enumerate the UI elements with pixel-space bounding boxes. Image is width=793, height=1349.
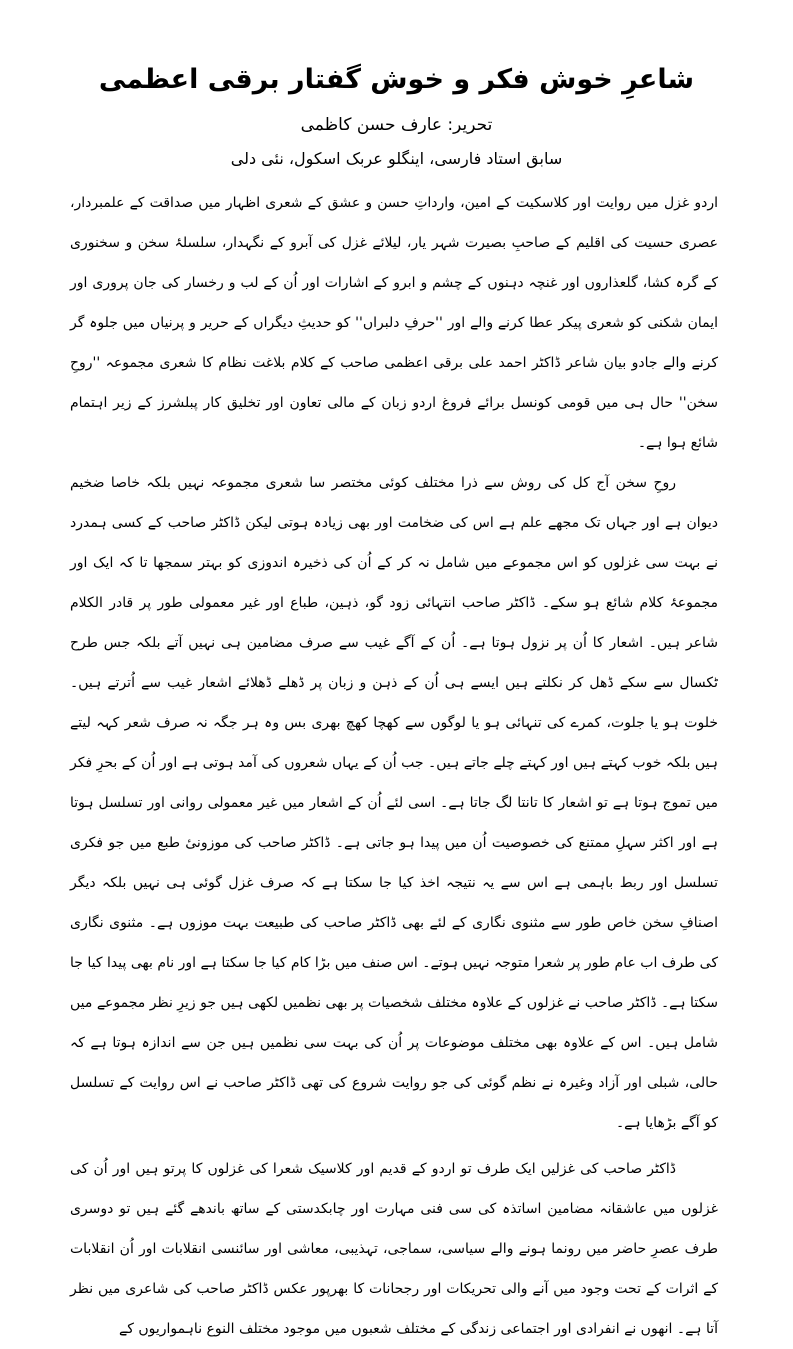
paragraph-1: اردو غزل میں روایت اور کلاسکیت کے امین، وارداتِ حسن و عشق کے شعری اظہار میں صداقت کے علمبردار، عصری حسیت کی اقلیم کے صاحبِ بصیرت شہر یار، لیلائے غزل کی آبرو کے نگہدار، سلسلۂ سخن و سخنوری کے گرہ کشا، گلعذاروں اور غنچہ دہنوں کے چشم و ابرو کے اشارات اور اُن کے لب و رخسار کی جان پروری اور ایمان شکنی کو شعری پیکر عطا کرنے والے اور ''حرفِ دلبراں'' کو حدیثِ دیگراں کے حریر و پرنیاں میں جلوہ گر کرنے والے جادو بیان شاعر ڈاکٹر احمد علی برقی اعظمی صاحب کے کلام بلاغت نظام کا شعری مجموعہ ''روحِ سخن'' حال ہی میں قومی کونسل برائے فروغ اردو زبان کے مالی تعاون اور تخلیق کار پبلشرز کے زیر اہتمام شائع ہوا ہے۔ [70, 195, 718, 451]
paragraph-3: ڈاکٹر صاحب کی غزلیں ایک طرف تو اردو کے قدیم اور کلاسیک شعرا کی غزلوں کا پرتو ہیں اور اُن کی غزلوں میں عاشقانہ مضامین اساتذہ کی سی فنی مہارت اور چابکدستی کے ساتھ باندھے گئے ہیں تو دوسری طرف عصرِ حاضر میں رونما ہونے والے سیاسی، سماجی، تہذیبی، معاشی اور سائنسی انقلابات اور اُن انقلابات کے اثرات کے تحت وجود میں آنے والی تحریکات اور رجحانات کا بھرپور عکس ڈاکٹر صاحب کی شاعری میں نظر آتا ہے۔ انھوں نے انفرادی اور اجتماعی زندگی کے مختلف شعبوں میں موجود مختلف النوع ناہمواریوں کے [70, 1161, 718, 1337]
article-body [70, 183, 718, 1349]
author-affiliation: سابق استاد فارسی، اینگلو عربک اسکول، نئی دلی [230, 149, 563, 168]
author-byline: تحریر: عارف حسن کاظمی [300, 115, 493, 135]
article-title: شاعرِ خوش فکر و خوش گفتار برقی اعظمی [98, 64, 695, 95]
paragraph-2: روحِ سخن آج کل کی روش سے ذرا مختلف کوئی مختصر سا شعری مجموعہ نہیں بلکہ خاصا ضخیم دیوان ہے اور جہاں تک مجھے علم ہے اس کی ضخامت اور بھی زیادہ ہوتی لیکن ڈاکٹر صاحب کے کسی ہمدرد نے بہت سی غزلوں کو اس مجموعے میں شامل نہ کر کے اُن کی ذخیرہ اندوزی کو بہتر سمجھا تا کہ ایک اور مجموعۂ کلام شائع ہو سکے۔ ڈاکٹر صاحب انتہائی زود گو، ذہین، طباع اور غیر معمولی طور پر قادر الکلام شاعر ہیں۔ اشعار کا اُن پر نزول ہوتا ہے۔ اُن کے آگے غیب سے صرف مضامین ہی نہیں آتے بلکہ جس طرح ٹکسال سے سکے ڈھل کر نکلتے ہیں ایسے ہی اُن کے ذہن و زبان پر ڈھلے ڈھلائے اشعار غیب سے اُترتے ہیں۔ خلوت ہو یا جلوت، کمرے کی تنہائی ہو یا لوگوں سے کھچا کھچ بھری بس وہ ہر جگہ نہ صرف شعر کہہ لیتے ہیں بلکہ خوب کہتے ہیں اور کہتے چلے جاتے ہیں۔ جب اُن کے یہاں شعروں کی آمد ہوتی ہے اور اُن کے بحرِ فکر میں تموج ہوتا ہے تو اشعار کا تانتا لگ جاتا ہے۔ اسی لئے اُن کے اشعار میں غیر معمولی روانی اور تسلسل ہوتا ہے اور اکثر سہلِ ممتنع کی خصوصیت اُن میں پیدا ہو جاتی ہے۔ ڈاکٹر صاحب کی موزونیٔ طبع میں جو فکری تسلسل اور ربط باہمی ہے اس سے یہ نتیجہ اخذ کیا جا سکتا ہے کہ صرف غزل گوئی ہی نہیں بلکہ دیگر اصنافِ سخن خاص طور سے مثنوی نگاری کے لئے بھی ڈاکٹر صاحب کی طبیعت بہت موزوں ہے۔ مثنوی نگاری کی طرف اب عام طور پر شعرا متوجہ نہیں ہوتے۔ اس صنف میں بڑا کام کیا جا سکتا ہے اور نام بھی پیدا کیا جا سکتا ہے۔ ڈاکٹر صاحب نے غزلوں کے علاوہ مختلف شخصیات پر بھی نظمیں لکھی ہیں جو زیرِ نظر مجموعے میں شامل ہیں۔ اس کے علاوہ بھی مختلف موضوعات پر اُن کی بہت سی نظمیں ہیں جن سے اندازہ ہوتا ہے کہ حالی، شبلی اور آزاد وغیرہ نے نظم گوئی کی جو روایت شروع کی تھی ڈاکٹر صاحب نے اس روایت کے تسلسل کو آگے بڑھایا ہے۔ [70, 475, 718, 1131]
